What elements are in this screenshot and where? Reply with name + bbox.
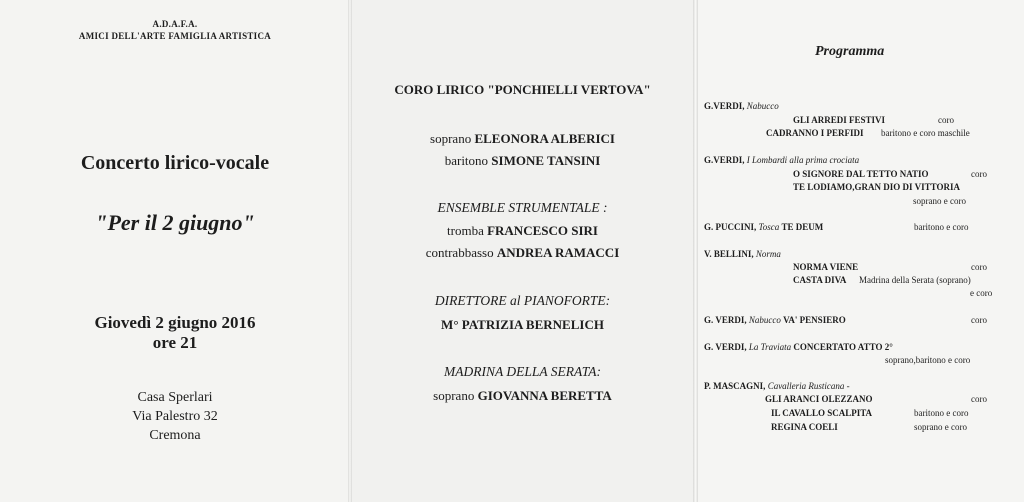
performer-madrina [350,388,695,404]
piece-voices: baritono e coro [914,408,969,418]
concert-date: Giovedì 2 giugno 2016 [94,313,256,332]
bass-role: contrabbasso [425,245,494,260]
venue-city: Cremona [149,428,201,443]
trumpet-role: tromba [447,223,484,238]
performer-baritone [350,153,695,169]
composer-name: G.VERDI, [704,101,745,111]
baritone-name: SIMONE TANSINI [491,153,601,168]
concert-subtitle: "Per il 2 giugno" [95,210,255,235]
piece-title: GLI ARANCI OLEZZANO [765,394,873,404]
choir-name: CORO LIRICO "PONCHIELLI VERTOVA" [394,82,651,97]
piece-voices: soprano e coro [913,196,966,206]
piece-composer-line [704,315,846,325]
piece-voices: Madrina della Serata (soprano) [859,275,971,285]
composer-name: V. BELLINI, [704,249,754,259]
bass-name: ANDREA RAMACCI [496,245,620,260]
piece-voices: soprano e coro [914,422,967,432]
fold-line-right [693,0,698,502]
performer-trumpet [350,223,695,239]
performers-panel [350,0,695,502]
piece-voices: e coro [970,288,993,298]
piece-composer-line [704,342,893,352]
org-abbreviation: A.D.A.F.A. [152,19,198,29]
soprano-name: ELEONORA ALBERICI [474,131,615,146]
programme-panel [695,0,1024,502]
piece-voices: coro [971,262,987,272]
madrina-role: soprano [433,388,475,403]
piece-title: CASTA DIVA [793,275,847,285]
cover-panel [0,0,350,502]
venue-name: Casa Sperlari [137,390,213,405]
madrina-heading: MADRINA DELLA SERATA: [444,364,601,379]
org-name: AMICI DELL'ARTE FAMIGLIA ARTISTICA [78,31,272,41]
concert-title: Concerto lirico-vocale [80,152,270,174]
piece-composer-line [704,155,859,165]
performer-soprano [350,131,695,147]
piece-title: REGINA COELI [771,422,838,432]
composer-name: G.VERDI, [704,155,745,165]
opera-title: Cavalleria Rusticana - [767,381,850,391]
piece-voices: baritono e coro maschile [881,128,970,138]
director-heading: DIRETTORE al PIANOFORTE: [434,293,611,308]
concert-time: ore 21 [152,333,198,352]
composer-name: G. VERDI, [704,342,747,352]
piece-composer-line [704,222,823,232]
piece-title: NORMA VIENE [793,262,859,272]
opera-title: Nabucco [748,315,781,325]
piece-voices: coro [971,315,987,325]
opera-title: La Traviata [748,342,792,352]
opera-title: Norma [755,249,781,259]
piece-title: VA' PENSIERO [783,315,846,325]
opera-title: Tosca [758,222,780,232]
piece-composer-line [704,101,779,111]
trumpet-name: FRANCESCO SIRI [487,223,598,238]
director-name: M° PATRIZIA BERNELICH [441,317,604,332]
piece-voices: coro [971,394,987,404]
piece-title: CADRANNO I PERFIDI [766,128,864,138]
piece-voices: coro [971,169,987,179]
composer-name: P. MASCAGNI, [704,381,766,391]
opera-title: I Lombardi alla prima crociata [746,155,860,165]
piece-composer-line [704,249,781,259]
piece-voices: baritono e coro [914,222,969,232]
fold-line-left [348,0,352,502]
piece-composer-line [704,381,850,391]
composer-name: G. VERDI, [704,315,747,325]
programme-heading: Programma [815,44,885,59]
baritone-role: baritono [444,153,489,168]
ensemble-heading: ENSEMBLE STRUMENTALE : [437,200,608,215]
piece-voices: soprano,baritono e coro [885,355,971,365]
piece-voices: coro [938,115,954,125]
venue-street: Via Palestro 32 [132,409,218,424]
piece-title: O SIGNORE DAL TETTO NATIO [793,169,929,179]
piece-title: CONCERTATO ATTO 2° [793,342,893,352]
composer-name: G. PUCCINI, [704,222,757,232]
opera-title: Nabucco [746,101,779,111]
piece-title: IL CAVALLO SCALPITA [771,408,873,418]
madrina-name: GIOVANNA BERETTA [477,388,612,403]
piece-title: TE DEUM [781,222,824,232]
piece-title: TE LODIAMO,GRAN DIO DI VITTORIA [793,182,960,192]
soprano-role: soprano [430,131,472,146]
performer-bass [350,245,695,261]
piece-title: GLI ARREDI FESTIVI [793,115,886,125]
